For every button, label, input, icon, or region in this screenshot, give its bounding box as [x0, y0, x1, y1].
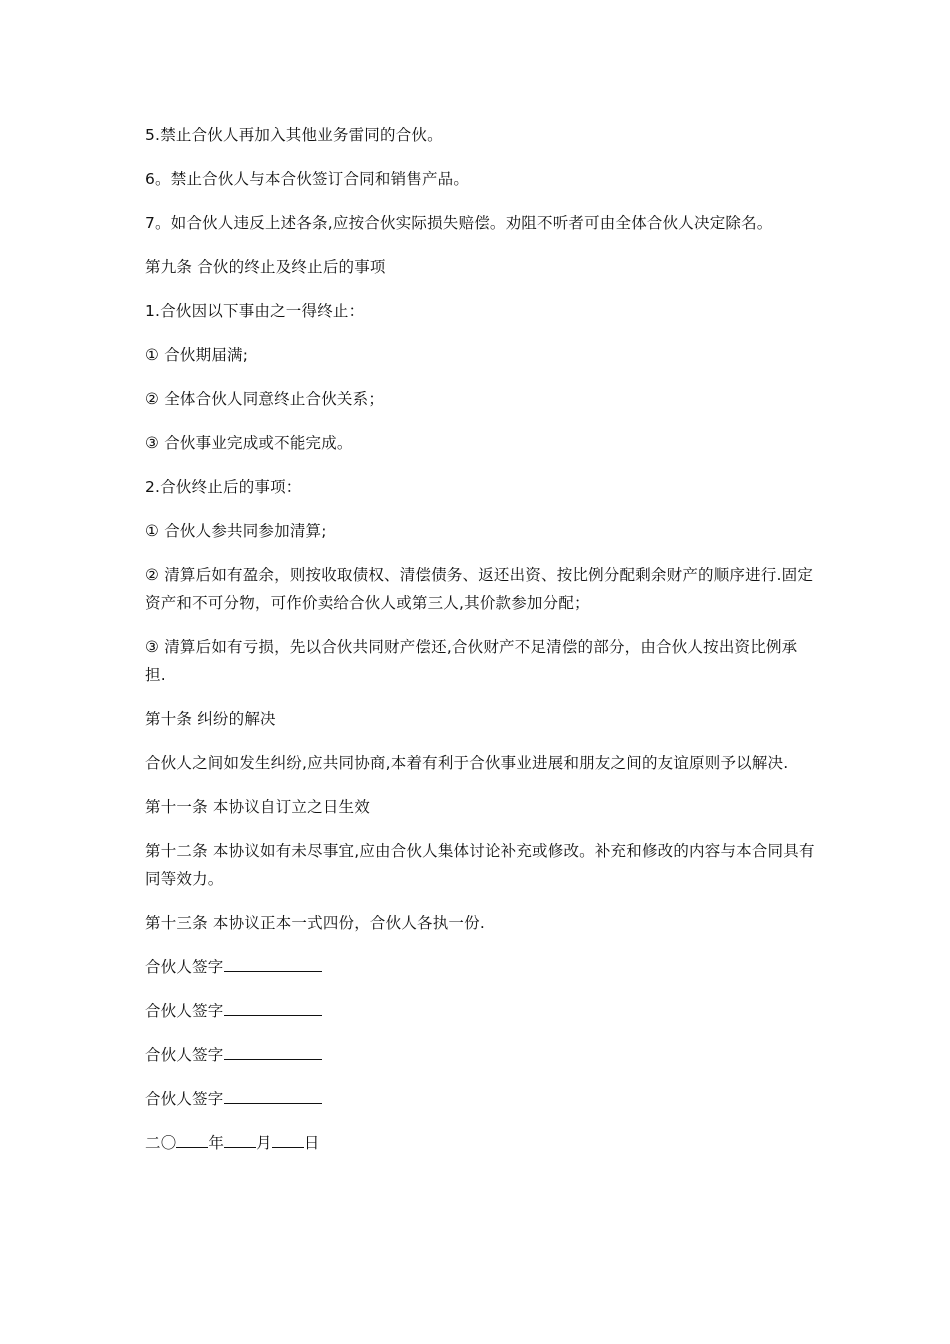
signature-line	[145, 997, 815, 1025]
list-item: ② 清算后如有盈余，则按收取债权、清偿债务、返还出资、按比例分配剩余财产的顺序进行.固定资产和不可分物，可作价卖给合伙人或第三人,其价款参加分配；	[145, 566, 814, 612]
paragraph: 2.合伙终止后的事项：	[145, 478, 302, 496]
signature-blank[interactable]	[224, 953, 322, 972]
date-prefix: 二〇	[145, 1134, 177, 1152]
day-blank[interactable]	[272, 1129, 304, 1148]
paragraph: 第十二条 本协议如有未尽事宜,应由合伙人集体讨论补充或修改。补充和修改的内容与本合同具有同等效力。	[145, 842, 815, 888]
date-day-label: 日	[303, 1134, 320, 1152]
date-month-label: 月	[256, 1134, 272, 1152]
section-heading: 第十一条 本协议自订立之日生效	[145, 798, 370, 816]
signature-blank[interactable]	[224, 997, 322, 1016]
signature-label: 合伙人签字	[145, 958, 224, 976]
list-item: ① 合伙期届满;	[145, 346, 249, 364]
signature-label: 合伙人签字	[145, 1046, 224, 1064]
paragraph: 6。禁止合伙人与本合伙签订合同和销售产品。	[145, 170, 470, 188]
signature-line	[145, 953, 815, 981]
paragraph: 合伙人之间如发生纠纷,应共同协商,本着有利于合伙事业进展和朋友之间的友谊原则予以解决.	[145, 754, 789, 772]
document-body	[145, 121, 815, 1173]
signature-line	[145, 1041, 815, 1069]
list-item: ③ 合伙事业完成或不能完成。	[145, 434, 353, 452]
signature-blank[interactable]	[224, 1041, 322, 1060]
date-year-label: 年	[208, 1134, 225, 1152]
list-item: ③ 清算后如有亏损，先以合伙共同财产偿还,合伙财产不足清偿的部分，由合伙人按出资比例承担.	[145, 638, 798, 684]
date-line	[145, 1129, 815, 1157]
signature-label: 合伙人签字	[145, 1002, 224, 1020]
paragraph: 1.合伙因以下事由之一得终止：	[145, 302, 365, 320]
paragraph: 7。如合伙人违反上述各条,应按合伙实际损失赔偿。劝阻不听者可由全体合伙人决定除名。	[145, 214, 773, 232]
list-item: ② 全体合伙人同意终止合伙关系；	[145, 390, 385, 408]
section-heading: 第九条 合伙的终止及终止后的事项	[145, 258, 386, 276]
list-item: ① 合伙人参共同参加清算;	[145, 522, 327, 540]
signature-label: 合伙人签字	[145, 1090, 224, 1108]
month-blank[interactable]	[224, 1129, 256, 1148]
signature-blank[interactable]	[224, 1085, 322, 1104]
paragraph: 第十三条 本协议正本一式四份，合伙人各执一份.	[145, 914, 485, 932]
year-blank[interactable]	[176, 1129, 208, 1148]
section-heading: 第十条 纠纷的解决	[145, 710, 276, 728]
signature-line	[145, 1085, 815, 1113]
paragraph: 5.禁止合伙人再加入其他业务雷同的合伙。	[145, 126, 443, 144]
